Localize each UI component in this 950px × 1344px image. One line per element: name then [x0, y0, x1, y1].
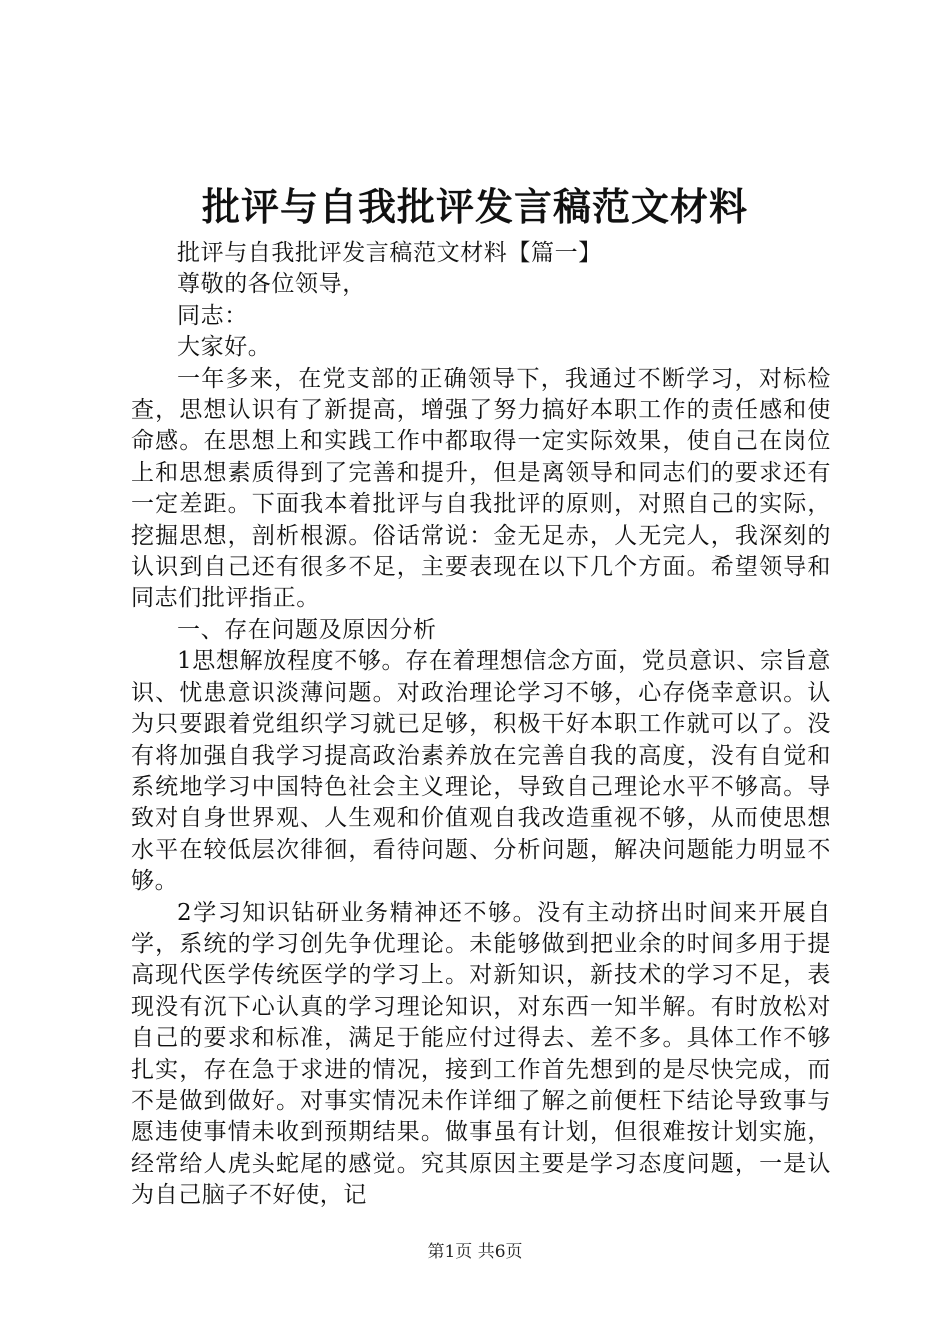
- page-footer: 第1页 共6页: [427, 1242, 523, 1262]
- paragraph-point-1: 1思想解放程度不够。存在着理想信念方面，党员意识、宗旨意识、忧患意识淡薄问题。对政治理论学习不够，心存侥幸意识。认为只要跟着党组织学习就已足够，积极干好本职工作就可以了。没有将加强自我学习提高政治素养放在完善自我的高度，没有自觉和系统地学习中国特色社会主义理论，导致自己理论水平不够高。导致对自身世界观、人生观和价值观自我改造重视不够，从而使思想水平在较低层次徘徊，看待问题、分析问题，解决问题能力明显不够。: [131, 648, 831, 895]
- greeting-line: 大家好。: [177, 334, 272, 361]
- salutation-line: 尊敬的各位领导，: [177, 271, 366, 298]
- document-body: [131, 238, 831, 1212]
- salutation-comrades: 同志：: [177, 302, 248, 329]
- document-title: 批评与自我批评发言稿范文材料: [201, 184, 748, 229]
- paragraph-point-2: 2学习知识钻研业务精神还不够。没有主动挤出时间来开展自学，系统的学习创先争优理论。未能够做到把业余的时间多用于提高现代医学传统医学的学习上。对新知识，新技术的学习不足，表现没有沉下心认真的学习理论知识，对东西一知半解。有时放松对自己的要求和标准，满足于能应付过得去、差不多。具体工作不够扎实，存在急于求进的情况，接到工作首先想到的是尽快完成，而不是做到做好。对事实情况未作详细了解之前便枉下结论导致事与愿违使事情未收到预期结果。做事虽有计划，但很难按计划实施，经常给人虎头蛇尾的感觉。究其原因主要是学习态度问题，一是认为自己脑子不好使，记: [131, 899, 831, 1209]
- intro-paragraph: 一年多来，在党支部的正确领导下，我通过不断学习，对标检查，思想认识有了新提高，增强了努力搞好本职工作的责任感和使命感。在思想上和实践工作中都取得一定实际效果，使自己在岗位上和思想素质得到了完善和提升，但是离领导和同志们的要求还有一定差距。下面我本着批评与自我批评的原则，对照自己的实际，挖掘思想，剖析根源。俗话常说：金无足赤，人无完人，我深刻的认识到自己还有很多不足，主要表现在以下几个方面。希望领导和同志们批评指正。: [131, 365, 831, 612]
- subheading-problems: 一、存在问题及原因分析: [177, 616, 437, 643]
- section-heading-part-one: 批评与自我批评发言稿范文材料【篇一】: [177, 240, 602, 266]
